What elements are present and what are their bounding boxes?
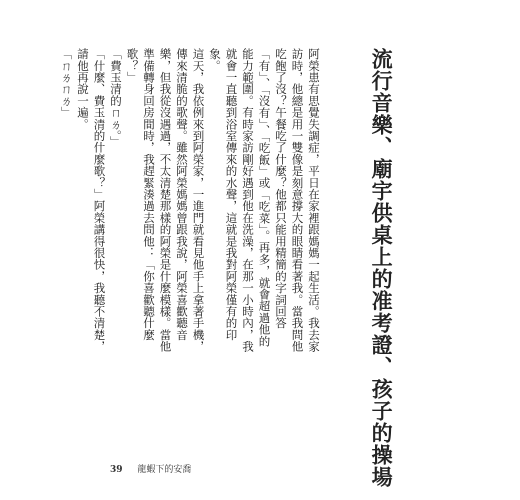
paragraph: 「什麼、費玉清的什麼歌？」阿榮講得很快，我聽不清楚，請他再說一遍。 xyxy=(76,48,107,353)
chapter-title: 流行音樂、廟宇供桌上的准考證、孩子的操場 xyxy=(369,48,395,488)
paragraph: 這天，我依例來到阿榮家，一進門就看見他手上拿著手機，傳來清脆的歌聲。雖然阿榮媽媽曾跟我說，阿榮喜歡聽音樂，但我從沒遇過，不太清楚那樣的阿榮是什麼模樣。當他準備轉身回房間時，我趕緊湊過去問他：「你喜歡聽什麼歌？」 xyxy=(125,48,206,353)
running-title: 龍蝦下的安喬 xyxy=(137,465,192,475)
paragraph: 「費玉清的ㄇㄌ。」 xyxy=(109,48,123,148)
page-number: 39 xyxy=(110,465,123,475)
body-text xyxy=(58,48,322,358)
paragraph: 「ㄇㄌㄇㄌ」 xyxy=(59,48,74,119)
paragraph: 阿榮患有思覺失調症，平日在家裡跟媽媽一起生活。我去家訪時，他總是用一雙像是刻意撐大的眼睛看著我。當我問他吃飽了沒？午餐吃了什麼？他都只能用精簡的字詞回答「有」、「沒有」、「吃飯」或「吃菜」。再多，就會超過他的能力範圍。有時家訪剛好遇到他在洗澡，在那一小時內，我就會一直聽到浴室傳來的水聲，這就是我對阿榮僅有的印象。 xyxy=(208,48,321,353)
page-footer xyxy=(110,462,191,475)
